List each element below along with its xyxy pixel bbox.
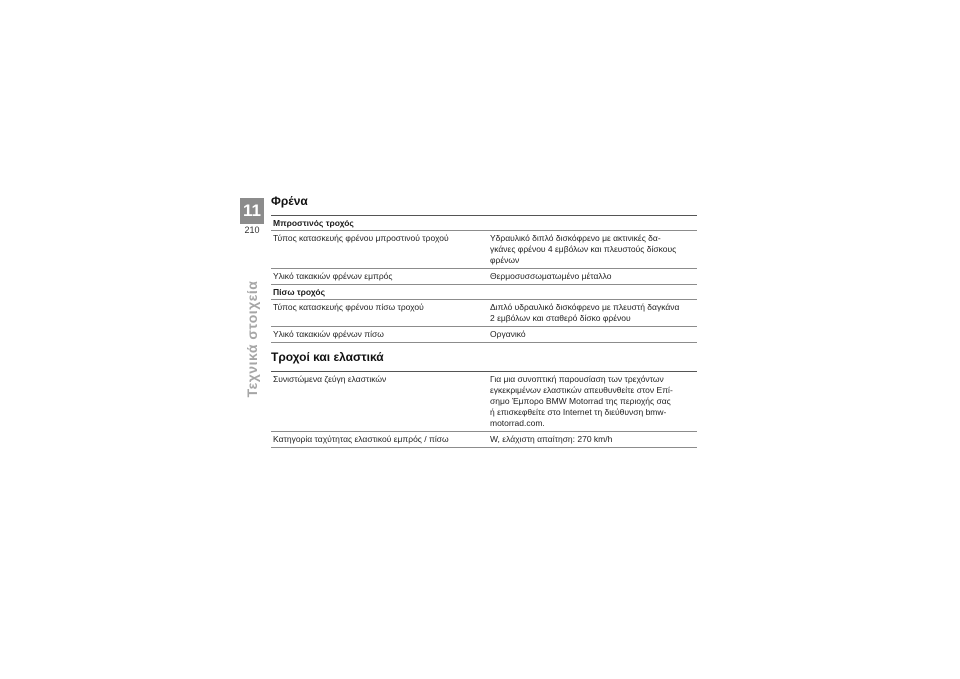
row-label: Τύπος κατασκευής φρένου μπροστινού τροχού xyxy=(273,233,449,243)
row-value xyxy=(486,327,697,342)
chapter-title-text: Τεχνικά στοιχεία xyxy=(244,280,260,398)
row-value xyxy=(486,432,697,447)
chapter-title-vertical xyxy=(233,280,271,398)
section-title-brakes: Φρένα xyxy=(271,194,308,208)
row-value-line: Οργανικό xyxy=(490,329,526,339)
row-value-line: γκάνες φρένου 4 εμβόλων και πλευστούς δίσκους xyxy=(490,244,677,254)
page-content xyxy=(271,193,697,448)
row-value-line: ή επισκεφθείτε στο Internet τη διεύθυνση bmw- xyxy=(490,407,667,417)
row-value xyxy=(486,231,697,268)
table-row xyxy=(271,268,697,284)
chapter-tab xyxy=(240,198,264,238)
row-value-line: Θερμοσυσσωματωμένο μέταλλο xyxy=(490,271,612,281)
row-value-line: 2 εμβόλων και σταθερό δίσκο φρένου xyxy=(490,313,631,323)
wheels-table xyxy=(271,372,697,448)
table-row xyxy=(271,230,697,268)
table-row xyxy=(271,299,697,326)
row-value-line: Υδραυλικό διπλό δισκόφρενο με ακτινικές δα- xyxy=(490,233,661,243)
row-value-line: εγκεκριμένων ελαστικών απευθυνθείτε στον Επί- xyxy=(490,385,673,395)
row-label: Υλικό τακακιών φρένων πίσω xyxy=(273,329,384,339)
subheader-rear-wheel: Πίσω τροχός xyxy=(271,284,697,299)
row-value xyxy=(486,269,697,284)
table-row xyxy=(271,326,697,343)
section-title-wheels: Τροχοί και ελαστικά xyxy=(271,350,384,364)
chapter-number: 11 xyxy=(240,198,264,224)
row-value-line: σημο Έμπορο BMW Motorrad της περιοχής σας xyxy=(490,396,671,406)
row-value-line: Για μια συνοπτική παρουσίαση των τρεχόντων xyxy=(490,374,664,384)
row-label: Συνιστώμενα ζεύγη ελαστικών xyxy=(273,374,387,384)
row-label: Κατηγορία ταχύτητας ελαστικού εμπρός / πίσω xyxy=(273,434,449,444)
page-number: 210 xyxy=(244,225,260,235)
row-value-line: W, ελάχιστη απαίτηση: 270 km/h xyxy=(490,434,613,444)
row-value xyxy=(486,372,697,431)
table-row xyxy=(271,372,697,431)
row-value-line: motorrad.com. xyxy=(490,418,545,428)
row-value-line: Διπλό υδραυλικό δισκόφρενο με πλευστή δαγκάνα xyxy=(490,302,680,312)
subheader-front-wheel: Μπροστινός τροχός xyxy=(273,218,354,228)
row-label: Τύπος κατασκευής φρένου πίσω τροχού xyxy=(273,302,424,312)
row-value-line: φρένων xyxy=(490,255,520,265)
brakes-table xyxy=(271,216,697,343)
row-label: Υλικό τακακιών φρένων εμπρός xyxy=(273,271,393,281)
row-value xyxy=(486,300,697,326)
table-row xyxy=(271,431,697,448)
